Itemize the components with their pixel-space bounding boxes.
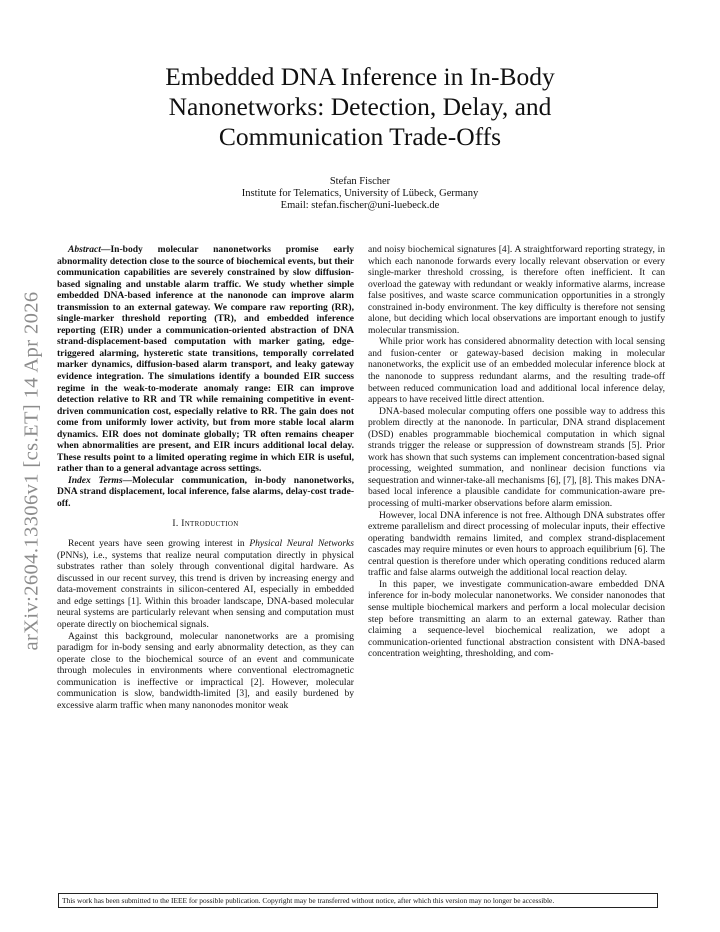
paragraph-emphasis: Physical Neural Networks [249, 538, 355, 550]
index-terms-text: —Molecular communication, in-body nanonetworks, DNA strand displacement, local inference, false alarms, delay-cost trade-off. [57, 474, 354, 510]
paper-title: Embedded DNA Inference in In-Body Nanonetworks: Detection, Delay, and Communication Trade-Offs [165, 62, 555, 151]
author-affiliation: Institute for Telematics, University of Lübeck, Germany [241, 188, 479, 199]
body-paragraph: Against this background, molecular nanonetworks are a promising paradigm for in-body sensing and early abnormality detection, as they can operate close to the biochemical source of an event and communicate through molecules in environments where conventional electromagnetic communication is ineffective or impractical [2]. However, molecular communication is slow, bandwidth-limited [3], and easily burdened by excessive alarm traffic when many nanonodes monitor weak [57, 630, 354, 711]
footer-note: This work has been submitted to the IEEE for possible publication. Copyright may be transferred without notice, after which this version may no longer be accessible. [58, 893, 658, 908]
left-column [57, 244, 354, 711]
body-paragraph: In this paper, we investigate communication-aware embedded DNA inference for in-body molecular nanonetworks. We consider nanonodes that sense multiple biochemical markers and perform a local molecular decision step before transmitting an alarm to an external gateway. Rather than claiming a sequence-level biochemical realization, we adopt a communication-oriented functional abstraction consistent with DNA-based concentration weighting, thresholding, and com- [368, 578, 665, 660]
body-paragraph [57, 538, 354, 630]
paragraph-text: Recent years have seen growing interest in [68, 538, 250, 550]
index-terms-label: Index Terms [68, 474, 123, 486]
body-paragraph-continued: and noisy biochemical signatures [4]. A straightforward reporting strategy, in which each nanonode forwards every locally relevant observation or every single-marker threshold crossing, is therefore often inefficient. It can overload the gateway with redundant or weakly informative alarms, increase false positives, and waste scarce communication opportunities in a strongly constrained in-body environment. The key difficulty is therefore not sensing alone, but deciding which local observations are important enough to justify molecular transmission. [368, 244, 665, 336]
body-paragraph: While prior work has considered abnormality detection with local sensing and fusion-center or gateway-based decision making in molecular nanonetworks, the explicit use of an embedded molecular inference block at the nanonode to suppress redundant alarms, and the resulting trade-off between reduced communication load and additional local inference delay, appears to have received little direct attention. [368, 336, 665, 406]
right-column [368, 244, 665, 660]
paragraph-text: (PNNs), i.e., systems that realize neural computation directly in physical substrates rather than solely through conventional digital hardware. As discussed in our recent survey, this trend is driven by increasing energy and data-movement constraints in silicon-centered AI, especially in embedded and edge settings [1]. Within this broader landscape, DNA-based molecular neural systems are particularly relevant when sensing and computation must operate directly on biochemical signals. [57, 549, 354, 630]
author-block [95, 176, 625, 212]
arxiv-stamp [14, 248, 50, 693]
index-terms [57, 475, 354, 510]
abstract [57, 244, 354, 475]
author-name: Stefan Fischer [329, 176, 391, 187]
abstract-label: Abstract [68, 244, 101, 255]
author-email: Email: stefan.fischer@uni-luebeck.de [280, 200, 440, 211]
body-paragraph: However, local DNA inference is not free. Although DNA substrates offer extreme parallelism and direct processing of molecular inputs, their effective operating bandwidth remains limited, and complex strand-displacement cascades may require minutes or even hours to approach equilibrium [6]. The central question is therefore under which operating conditions reduced alarm traffic and false alarms outweigh the additional local reaction delay. [368, 509, 665, 579]
section-heading-introduction: I. Introduction [172, 518, 239, 529]
arxiv-stamp-text: arXiv:2604.13306v1 [cs.ET] 14 Apr 2026 [20, 290, 43, 651]
body-paragraph: DNA-based molecular computing offers one possible way to address this problem directly at the nanonode. In particular, DNA strand displacement (DSD) enables programmable biochemical computation in which signal strands trigger the release or suppression of downstream strands [5]. Prior work has shown that such systems can implement concentration-based signal processing, weighted summation, and nonlinear decision functions via sequestration and winner-take-all mechanisms [6], [7], [8]. This makes DNA-based local inference a plausible candidate for communication-aware pre-processing of multi-marker observations before alarm emission. [368, 405, 665, 510]
abstract-text: —In-body molecular nanonetworks promise early abnormality detection close to the source of biochemical events, but their communication capabilities are severely constrained by slow diffusion-based signaling and unstable alarm traffic. We study whether simple embedded DNA-based inference at the nanonode can improve alarm transmission to an external gateway. We compare raw reporting (RR), single-marker threshold reporting (TR), and embedded inference reporting (EIR) under a communication-oriented abstraction of DNA strand-displacement-based computation with marker gating, edge-triggered alarming, hysteretic state transitions, temporally correlated marker dynamics, diffusion-based alarm transport, and leaky gateway evidence integration. The simulations identify a bounded EIR success regime in the weak-to-moderate anomaly range: EIR can improve detection relative to RR and TR while remaining competitive in event-driven communication cost, especially relative to RR. The gain does not come from uniformly lower activity, but from more stable local alarm dynamics. EIR does not dominate globally; TR often remains cheaper when abnormalities are present, and EIR incurs additional local delay. These results point to a limited operating regime in which EIR is useful, rather than to a general advantage across settings. [57, 244, 354, 475]
